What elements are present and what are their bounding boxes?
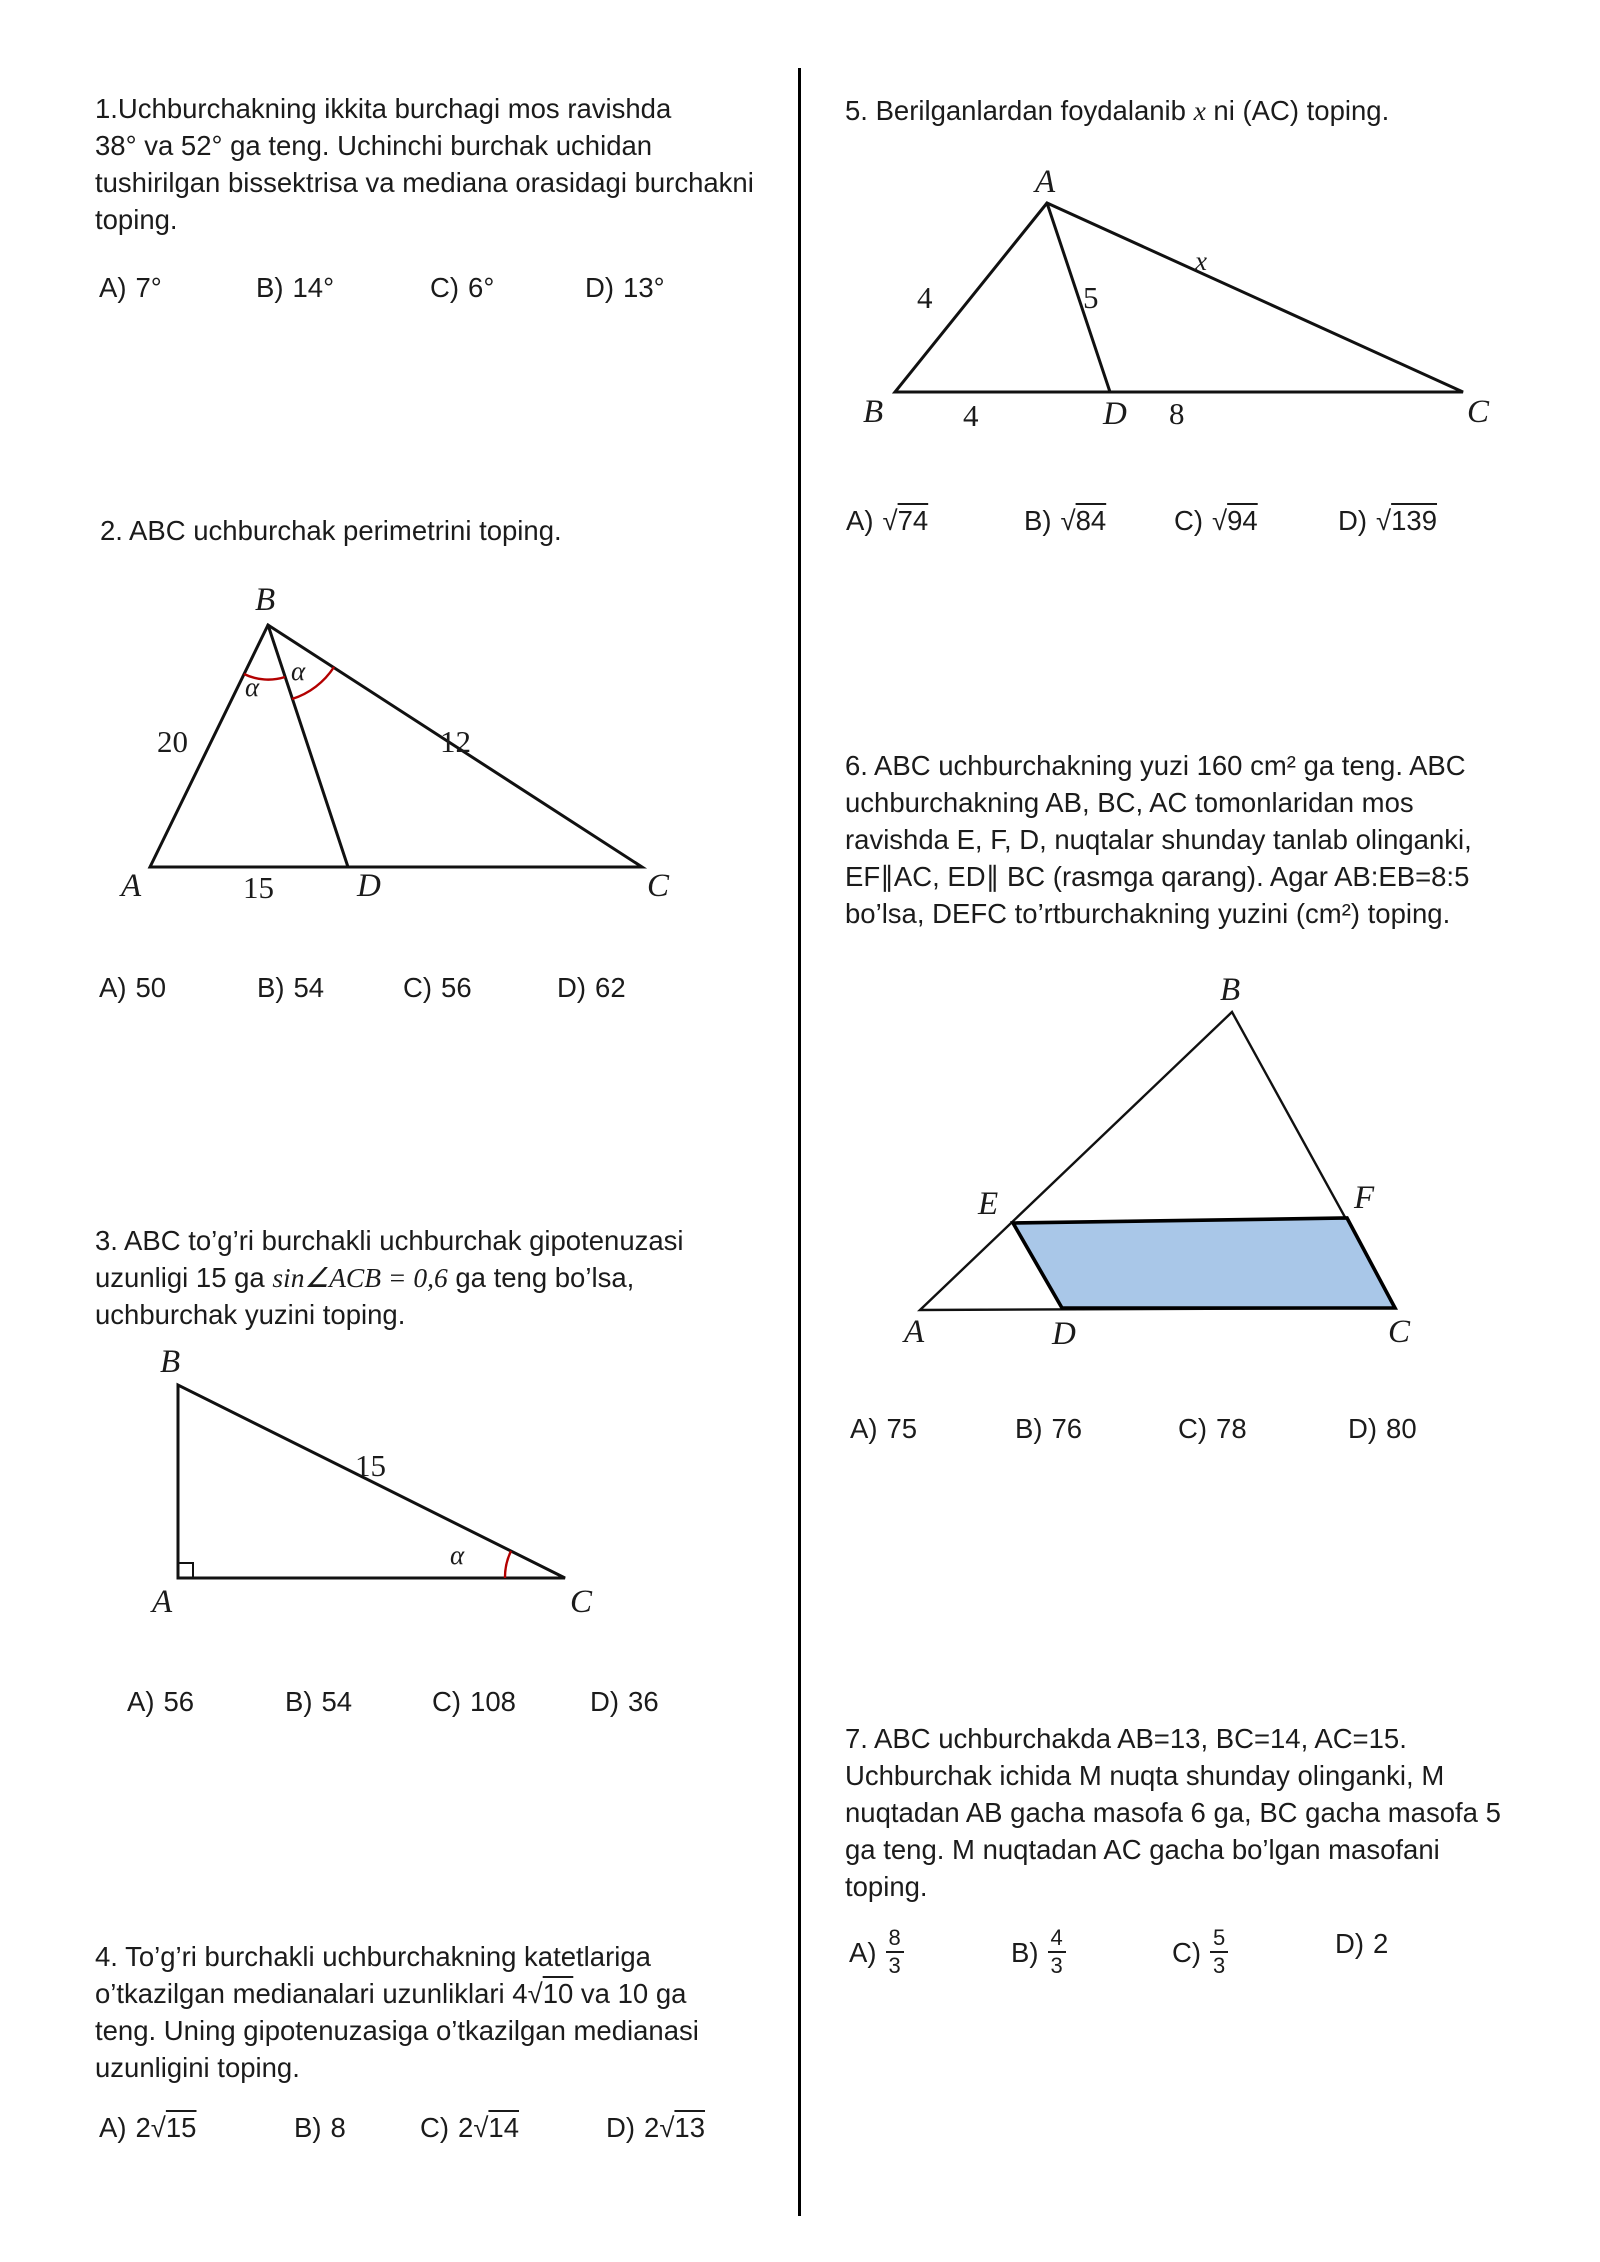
- triangle-diagram-problem-5: [855, 164, 1495, 440]
- vertex-label-A: A: [152, 1584, 173, 1620]
- side-label-AB: 20: [157, 724, 188, 759]
- text-line: 4. To’g’ri burchakli uchburchakning katetlariga: [95, 1941, 651, 1972]
- side-label-BD: 4: [963, 398, 979, 433]
- text-line: 7. ABC uchburchakda AB=13, BC=14, AC=15.: [845, 1723, 1407, 1754]
- option-label: A): [99, 272, 127, 303]
- option-label: B): [1024, 505, 1052, 536]
- problem-7-text: [845, 1720, 1501, 1905]
- text-line: nuqtadan AB gacha masofa 6 ga, BC gacha masofa 5: [845, 1797, 1501, 1828]
- vertex-label-C: C: [647, 868, 670, 904]
- answer-option: [846, 505, 928, 537]
- option-label: B): [1015, 1413, 1043, 1444]
- option-value: 75: [886, 1413, 918, 1444]
- option-value: 56: [163, 1686, 195, 1717]
- answer-option: [1172, 1925, 1228, 1982]
- angle-label-alpha: α: [245, 672, 260, 702]
- option-label: A): [99, 2112, 127, 2143]
- option-value: 8: [330, 2112, 346, 2143]
- option-value: 62: [595, 972, 626, 1003]
- answer-option: [403, 972, 472, 1004]
- problem-6-answers: [0, 1413, 1600, 1493]
- answer-option: [1338, 505, 1437, 537]
- option-label: A): [850, 1413, 878, 1444]
- option-value: $\frac{5}{3}$: [1210, 1937, 1228, 1968]
- text-line: toping.: [95, 204, 178, 235]
- text-segment: ga teng bo’lsa,: [447, 1262, 635, 1293]
- angle-label-alpha: α: [291, 656, 306, 686]
- triangle-diagram-problem-6: [870, 970, 1430, 1352]
- option-value: $\frac{4}{3}$: [1048, 1937, 1066, 1968]
- problem-1-text: [95, 90, 754, 238]
- vertex-label-E: E: [978, 1186, 999, 1222]
- option-label: C): [403, 972, 433, 1003]
- side-label-AB: 4: [917, 280, 933, 315]
- problem-3-text: [95, 1222, 684, 1333]
- option-value: 78: [1216, 1413, 1247, 1444]
- option-label: C): [1174, 505, 1204, 536]
- answer-option: [850, 1413, 917, 1445]
- problem-5-answers: [0, 505, 1600, 585]
- problem-7-answers: [0, 1925, 1600, 2008]
- answer-option: [432, 1686, 516, 1718]
- answer-option: [1174, 505, 1258, 537]
- option-value: 76: [1051, 1413, 1083, 1444]
- vertex-label-A: A: [121, 868, 142, 904]
- vertex-label-C: C: [1388, 1314, 1411, 1350]
- text-line: o’tkazilgan medianalari uzunliklari 4√10 va 10 ga: [95, 1978, 687, 2009]
- answer-option: [285, 1686, 352, 1718]
- problem-4-answers: [0, 2112, 1600, 2192]
- text-segment: 5. Berilganlardan foydalanib: [845, 95, 1194, 126]
- option-label: C): [432, 1686, 462, 1717]
- answer-option: [1011, 1925, 1066, 1982]
- answer-option: [294, 2112, 346, 2144]
- option-label: B): [285, 1686, 313, 1717]
- answer-option: [99, 972, 166, 1004]
- math-variable-x: x: [1193, 95, 1206, 126]
- text-line: 1.Uchburchakning ikkita burchagi mos ravishda: [95, 93, 672, 124]
- option-label: D): [1348, 1413, 1378, 1444]
- option-label: B): [257, 972, 285, 1003]
- side-label-BC: 12: [440, 724, 471, 759]
- option-label: A): [99, 972, 127, 1003]
- option-value: 2√15: [135, 2112, 197, 2143]
- answer-option: [1024, 505, 1106, 537]
- text-line: teng. Uning gipotenuzasiga o’tkazilgan medianasi: [95, 2015, 699, 2046]
- option-label: C): [420, 2112, 450, 2143]
- option-value: √84: [1060, 505, 1107, 536]
- option-label: D): [606, 2112, 636, 2143]
- side-label-AD: 15: [243, 870, 274, 905]
- option-value: √74: [882, 505, 929, 536]
- answer-option: [1335, 1928, 1388, 1960]
- side-label-BC: 15: [355, 1448, 386, 1483]
- option-value: 13°: [623, 272, 665, 303]
- option-value: 14°: [292, 272, 335, 303]
- vertex-label-C: C: [570, 1584, 593, 1620]
- vertex-label-D: D: [1052, 1316, 1076, 1352]
- side-label-AD: 5: [1083, 280, 1099, 315]
- option-label: B): [256, 272, 284, 303]
- vertex-label-F: F: [1354, 1180, 1375, 1216]
- text-line: [845, 92, 1389, 129]
- math-expression: sin∠ACB = 0,6: [272, 1262, 448, 1293]
- vertex-label-B: B: [863, 394, 884, 430]
- vertex-label-B: B: [1220, 972, 1241, 1008]
- answer-option: [585, 272, 665, 304]
- option-value: 6°: [468, 272, 495, 303]
- answer-option: [1015, 1413, 1082, 1445]
- vertex-label-D: D: [1103, 396, 1127, 432]
- text-line: ga teng. M nuqtadan AC gacha bo’lgan masofani: [845, 1834, 1440, 1865]
- column-divider: [798, 68, 801, 2216]
- text-line: EF∥AC, ED∥ BC (rasmga qarang). Agar AB:EB=8:5: [845, 861, 1470, 892]
- option-value: 2√13: [644, 2112, 706, 2143]
- text-line: toping.: [845, 1871, 928, 1902]
- answer-option: [99, 2112, 196, 2144]
- option-label: D): [585, 272, 615, 303]
- text-segment: ni (AC) toping.: [1205, 95, 1390, 126]
- triangle-diagram-problem-2: [95, 580, 695, 910]
- answer-option: [99, 272, 162, 304]
- shaded-parallelogram-DEFC: [1013, 1218, 1395, 1308]
- text-line: 3. ABC to’g’ri burchakli uchburchak gipotenuzasi: [95, 1225, 684, 1256]
- problem-5-text: [845, 92, 1389, 129]
- angle-label-alpha: α: [450, 1540, 465, 1570]
- vertex-label-A: A: [1035, 164, 1056, 200]
- answer-option: [1178, 1413, 1247, 1445]
- vertex-label-B: B: [255, 582, 276, 618]
- text-line: bo’lsa, DEFC to’rtburchakning yuzini (cm²) toping.: [845, 898, 1451, 929]
- option-label: B): [1011, 1937, 1039, 1969]
- option-label: D): [1338, 505, 1368, 536]
- text-line: [95, 1259, 684, 1296]
- option-value: 7°: [135, 272, 162, 303]
- option-value: 108: [470, 1686, 516, 1717]
- side-label-AC-x: x: [1195, 246, 1207, 276]
- option-label: C): [1172, 1937, 1202, 1969]
- vertex-label-A: A: [904, 1314, 925, 1350]
- text-line: Uchburchak ichida M nuqta shunday olinganki, M: [845, 1760, 1445, 1791]
- angle-arc: [505, 1551, 511, 1578]
- triangle-outline: [895, 203, 1463, 392]
- text-line: uchburchakning AB, BC, AC tomonlaridan mos: [845, 787, 1414, 818]
- option-label: D): [1335, 1928, 1365, 1959]
- answer-option: [256, 272, 334, 304]
- option-label: A): [127, 1686, 155, 1717]
- option-value: $\frac{8}{3}$: [886, 1937, 904, 1968]
- problem-6-text: [845, 747, 1472, 932]
- vertex-label-D: D: [357, 868, 381, 904]
- answer-option: [420, 2112, 519, 2144]
- option-label: A): [849, 1937, 877, 1969]
- answer-option: [1348, 1413, 1417, 1445]
- answer-option: [557, 972, 626, 1004]
- vertex-label-C: C: [1467, 394, 1490, 430]
- right-angle-marker: [178, 1563, 193, 1578]
- text-line: uchburchak yuzini toping.: [95, 1299, 406, 1330]
- text-line: 2. ABC uchburchak perimetrini toping.: [100, 515, 562, 546]
- option-label: C): [430, 272, 460, 303]
- answer-option: [849, 1925, 904, 1982]
- option-value: 2: [1373, 1928, 1389, 1959]
- triangle-outline: [150, 625, 642, 867]
- answer-option: [606, 2112, 705, 2144]
- option-value: 36: [628, 1686, 659, 1717]
- text-line: uzunligini toping.: [95, 2052, 300, 2083]
- text-line: ravishda E, F, D, nuqtalar shunday tanlab olinganki,: [845, 824, 1472, 855]
- option-value: 54: [293, 972, 325, 1003]
- text-line: tushirilgan bissektrisa va mediana orasidagi burchakni: [95, 167, 754, 198]
- option-label: D): [590, 1686, 620, 1717]
- option-value: 54: [321, 1686, 353, 1717]
- cevian-BD: [268, 625, 348, 867]
- option-value: 50: [135, 972, 167, 1003]
- answer-option: [257, 972, 324, 1004]
- option-value: √139: [1376, 505, 1438, 536]
- answer-option: [590, 1686, 659, 1718]
- option-label: D): [557, 972, 587, 1003]
- option-value: 2√14: [458, 2112, 520, 2143]
- answer-option: [430, 272, 494, 304]
- option-value: √94: [1212, 505, 1258, 536]
- text-segment: uzunligi 15 ga: [95, 1262, 273, 1293]
- vertex-label-B: B: [160, 1344, 181, 1380]
- option-value: 56: [441, 972, 472, 1003]
- text-line: 38° va 52° ga teng. Uchinchi burchak uchidan: [95, 130, 653, 161]
- option-label: C): [1178, 1413, 1208, 1444]
- answer-option: [127, 1686, 194, 1718]
- side-label-DC: 8: [1169, 396, 1185, 431]
- option-label: A): [846, 505, 874, 536]
- cevian-AD: [1047, 203, 1110, 392]
- text-line: 6. ABC uchburchakning yuzi 160 cm² ga teng. ABC: [845, 750, 1466, 781]
- option-value: 80: [1386, 1413, 1417, 1444]
- option-label: B): [294, 2112, 322, 2143]
